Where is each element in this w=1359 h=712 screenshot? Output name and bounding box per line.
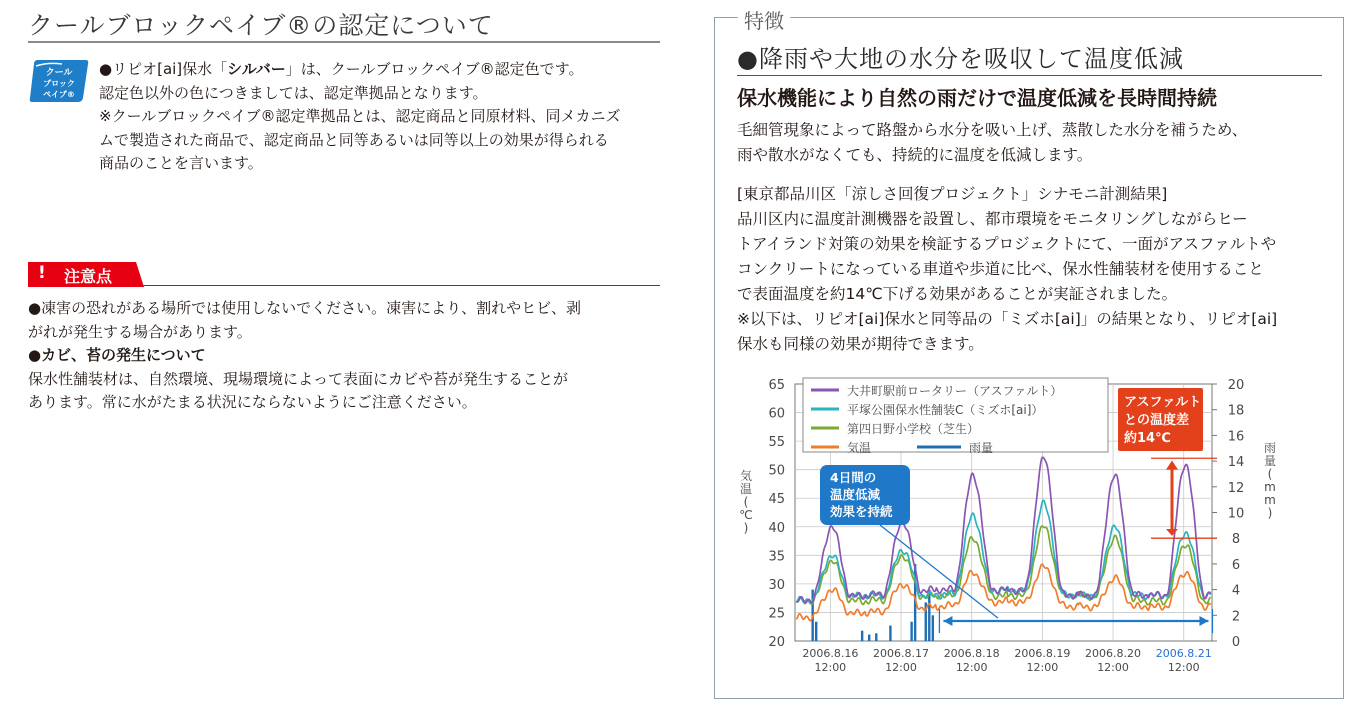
- certification-line: [99, 82, 621, 106]
- text-run: ※クールブロックペイブ®認定準拠品とは、認定商品と同原材料、同メカニズ: [99, 107, 621, 125]
- feature-panel-label: 特徴: [738, 5, 790, 34]
- feature-body-line: 雨や散水がなくても、持続的に温度を低減します。: [737, 146, 1093, 164]
- project-line: [東京都品川区「涼しさ回復プロジェクト」シナモニ計測結果]: [737, 185, 1168, 203]
- y-left-tick-label: 55: [768, 435, 785, 451]
- project-line: で表面温度を約14℃下げる効果があることが実証されました。: [737, 285, 1178, 303]
- rain-bar: [815, 622, 817, 641]
- feature-subheading: 保水機能により自然の雨だけで温度低減を長時間持続: [737, 86, 1217, 110]
- feature-body-line: 毛細管現象によって路盤から水分を吸い上げ、蒸散した水分を補うため、: [737, 121, 1248, 139]
- title-divider: [28, 41, 660, 43]
- legend-label: 大井町駅前ロータリー（アスファルト）: [847, 384, 1063, 398]
- project-line: コンクリートになっている車道や歩道に比べ、保水性舗装材を使用すること: [737, 260, 1264, 278]
- y-right-axis-label: 量: [1263, 454, 1277, 468]
- y-right-axis-label: (: [1267, 467, 1273, 481]
- y-right-tick-label: 18: [1227, 403, 1245, 419]
- project-line: ※以下は、リピオ[ai]保水と同等品の「ミズホ[ai]」の結果となり、リピオ[ai]: [737, 310, 1278, 328]
- x-tick-date: 2006.8.20: [1085, 647, 1142, 660]
- y-left-axis-label: (: [743, 495, 749, 509]
- y-left-axis-label: 温: [739, 482, 753, 496]
- caution-line: [28, 391, 581, 415]
- rain-bar: [928, 590, 930, 641]
- annotation-text: 効果を持続: [830, 504, 893, 519]
- y-right-tick-label: 10: [1227, 506, 1245, 522]
- text-run: ●凍害の恐れがある場所では使用しないでください。凍害により、割れやヒビ、剥: [28, 299, 581, 317]
- legend-label: 第四日野小学校（芝生）: [847, 422, 980, 436]
- rain-bar: [861, 631, 863, 641]
- x-tick-time: 12:00: [1026, 661, 1059, 674]
- rain-bar: [868, 635, 870, 641]
- y-right-tick-label: 8: [1231, 532, 1241, 548]
- rain-bar: [932, 615, 934, 641]
- caution-line: [28, 321, 581, 345]
- y-right-tick-label: 20: [1227, 378, 1245, 393]
- text-run: 認定色以外の色につきましては、認定準拠品となります。: [99, 83, 488, 102]
- annotation-text: との温度差: [1124, 413, 1190, 428]
- logo-text-line: ブロック: [43, 79, 75, 88]
- y-left-tick-label: 60: [768, 406, 785, 422]
- annotation-text: 4日間の: [830, 470, 877, 485]
- x-tick-time: 12:00: [955, 661, 988, 674]
- y-left-tick-label: 50: [768, 463, 785, 479]
- text-run: ●リピオ[ai]保水「: [99, 60, 228, 78]
- annotation-text: 約14℃: [1124, 431, 1171, 446]
- y-right-tick-label: 0: [1231, 635, 1241, 650]
- logo-text-line: クール: [45, 68, 73, 78]
- y-left-tick-label: 30: [768, 577, 785, 593]
- y-left-tick-label: 45: [768, 492, 785, 508]
- text-run: シルバー: [227, 60, 286, 78]
- y-left-tick-label: 40: [768, 520, 785, 536]
- caution-label: 注意点: [64, 267, 113, 286]
- temperature-chart: [730, 372, 1330, 682]
- y-left-tick-label: 25: [768, 606, 785, 622]
- annotation-text: アスファルト: [1124, 395, 1202, 410]
- caution-line: [28, 344, 581, 368]
- certification-text: [99, 58, 621, 176]
- caution-text: [28, 297, 581, 415]
- text-run: あります。常に水がたまる状況にならないようにご注意ください。: [28, 393, 477, 411]
- annotation-text: 温度低減: [830, 487, 881, 502]
- y-left-axis-label: ): [743, 521, 749, 535]
- project-line: トアイランド対策の効果を検証するプロジェクトにて、一面がアスファルトや: [737, 235, 1277, 253]
- rain-bar: [889, 626, 891, 641]
- logo-text-line: ペイブ®: [43, 90, 75, 99]
- legend-label: 雨量: [969, 441, 994, 455]
- x-tick-date: 2006.8.18: [943, 647, 1000, 660]
- y-right-axis-label: ): [1267, 506, 1273, 520]
- caution-line: [28, 297, 581, 321]
- x-tick-time: 12:00: [1167, 661, 1200, 674]
- rain-bar: [875, 633, 877, 641]
- text-run: 商品のことを言います。: [99, 154, 263, 172]
- feature-divider: [737, 75, 1322, 76]
- x-tick-time: 12:00: [1097, 661, 1129, 674]
- project-line: 保水も同様の効果が期待できます。: [737, 335, 984, 353]
- project-line: 品川区内に温度計測機器を設置し、都市環境をモニタリングしながらヒー: [737, 210, 1248, 228]
- rain-bar: [910, 622, 912, 641]
- y-right-tick-label: 6: [1231, 557, 1241, 573]
- y-left-tick-label: 35: [768, 549, 785, 565]
- y-left-tick-label: 20: [768, 635, 785, 650]
- legend-label: 気温: [847, 441, 872, 455]
- caution-divider: [28, 285, 660, 286]
- y-right-tick-label: 12: [1227, 480, 1245, 496]
- certification-line: [99, 58, 621, 82]
- text-run: 」は、クールブロックペイブ®認定色です。: [285, 60, 584, 78]
- project-description: [737, 182, 1277, 357]
- certification-line: [99, 105, 621, 129]
- legend-label: 平塚公園保水性舗装C（ミズホ[ai]）: [847, 403, 1044, 417]
- x-tick-date: 2006.8.21: [1155, 647, 1212, 660]
- x-tick-date: 2006.8.17: [873, 647, 930, 660]
- y-right-tick-label: 4: [1231, 583, 1241, 599]
- y-right-axis-label: m: [1264, 493, 1276, 507]
- left-section-title: クールブロックペイブ®の認定について: [28, 11, 494, 40]
- y-right-axis-label: 雨: [1263, 441, 1277, 455]
- y-right-tick-label: 14: [1227, 455, 1245, 471]
- y-right-axis-label: m: [1264, 480, 1276, 494]
- y-right-tick-label: 2: [1231, 609, 1241, 625]
- x-tick-time: 12:00: [885, 661, 917, 674]
- x-tick-date: 2006.8.19: [1014, 647, 1071, 660]
- y-left-axis-label: ℃: [739, 508, 753, 522]
- y-right-tick-label: 16: [1227, 429, 1245, 445]
- x-tick-date: 2006.8.16: [802, 647, 859, 660]
- cool-block-pave-logo-icon: [28, 58, 90, 104]
- feature-body: [737, 118, 1247, 168]
- y-left-axis-label: 気: [739, 469, 753, 483]
- text-run: ●カビ、苔の発生について: [28, 346, 206, 364]
- text-run: 保水性舗装材は、自然環境、現場環境によって表面にカビや苔が発生することが: [28, 369, 569, 388]
- text-run: がれが発生する場合があります。: [28, 322, 252, 341]
- certification-line: [99, 152, 621, 176]
- certification-line: [99, 129, 621, 153]
- feature-heading: ●降雨や大地の水分を吸収して温度低減: [737, 45, 1184, 73]
- y-left-tick-label: 65: [768, 378, 785, 393]
- x-tick-time: 12:00: [814, 661, 847, 674]
- text-run: ムで製造された商品で、認定商品と同等あるいは同等以上の効果が得られる: [99, 130, 609, 149]
- caution-line: [28, 368, 581, 392]
- exclamation-icon: !: [38, 263, 46, 283]
